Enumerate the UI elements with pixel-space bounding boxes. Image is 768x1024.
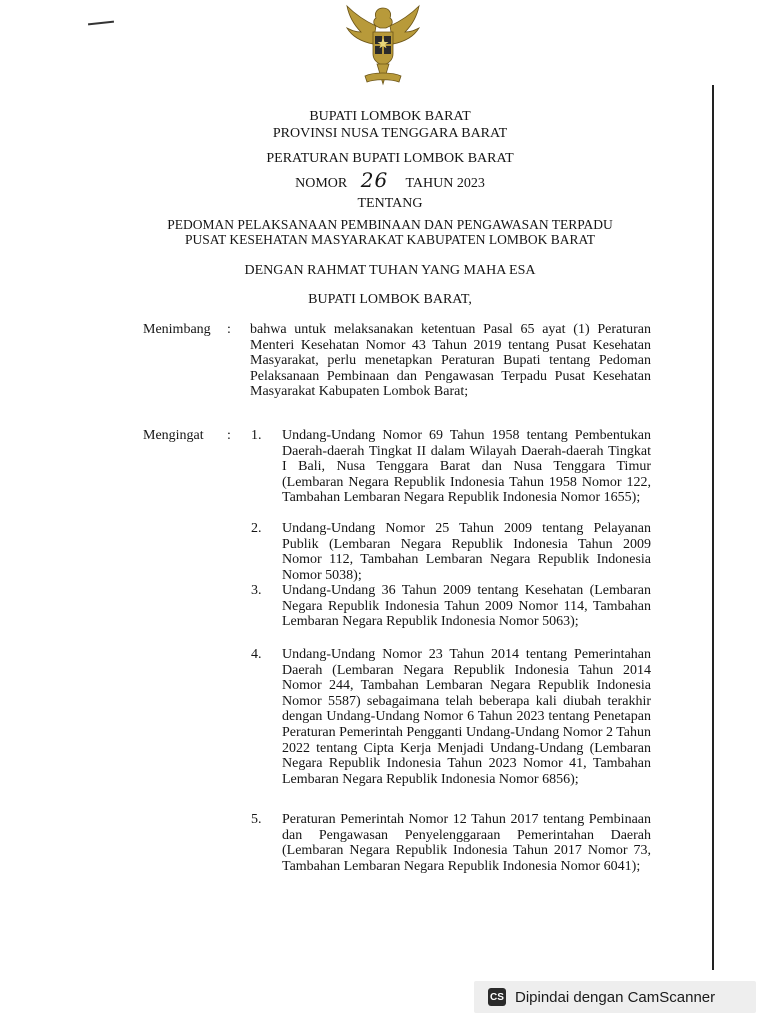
menimbang-colon: : <box>227 322 231 337</box>
mengingat-label: Mengingat <box>143 428 204 443</box>
mengingat-item-5-text: Peraturan Pemerintah Nomor 12 Tahun 2017 tentang Pembinaan dan Pengawasan Penyelenggaraan Pemerintahan Daerah (Lembaran Negara Republik Indonesia Tahun 2017 Nomor 73, Tambahan Lembaran Negara Republik Indonesia Nomor 6041); <box>282 812 651 874</box>
heading-line-1: BUPATI LOMBOK BARAT <box>309 109 471 124</box>
mengingat-item-4-text: Undang-Undang Nomor 23 Tahun 2014 tentang Pemerintahan Daerah (Lembaran Negara Republik Indonesia Tahun 2014 Nomor 244, Tambahan Lembaran Negara Republik Indonesia Nomor 5587) sebagaimana telah beberapa kali diubah terakhir dengan Undang-Undang Nomor 6 Tahun 2023 tentang Penetapan Peraturan Pemerintah Pengganti Undang-Undang Nomor 2 Tahun 2022 tentang Cipta Kerja Menjadi Undang-Undang (Lembaran Negara Republik Indonesia Tahun 2023 Nomor 41, Tambahan Lembaran Negara Republik Indonesia Nomor 6856); <box>282 647 651 787</box>
mengingat-item-3-text: Undang-Undang 36 Tahun 2009 tentang Kesehatan (Lembaran Negara Republik Indonesia Tahun 2009 Nomor 114, Tambahan Lembaran Negara Republik Indonesia Nomor 5063); <box>282 583 651 630</box>
rahmat-line: DENGAN RAHMAT TUHAN YANG MAHA ESA <box>244 263 536 278</box>
subject-line-1: PEDOMAN PELAKSANAAN PEMBINAAN DAN PENGAWASAN TERPADU <box>167 217 613 232</box>
menimbang-label: Menimbang <box>143 322 211 337</box>
mengingat-item-4-number: 4. <box>251 647 262 662</box>
camscanner-watermark <box>474 981 756 1013</box>
scan-mark <box>88 21 114 26</box>
heading-line-2: PROVINSI NUSA TENGGARA BARAT <box>272 126 508 141</box>
garuda-emblem-icon <box>343 2 423 94</box>
nomor-suffix: TAHUN 2023 <box>405 176 485 191</box>
regulation-title: PERATURAN BUPATI LOMBOK BARAT <box>266 151 514 166</box>
mengingat-item-3-number: 3. <box>251 583 262 598</box>
mengingat-item-2-number: 2. <box>251 521 262 536</box>
bupati-line: BUPATI LOMBOK BARAT, <box>308 292 472 307</box>
regulation-number <box>0 168 768 192</box>
tentang-heading: TENTANG <box>357 196 423 211</box>
camscanner-logo-icon: CS <box>488 988 506 1006</box>
mengingat-colon: : <box>227 428 231 443</box>
nomor-handwritten-value: 26 <box>360 168 389 192</box>
regent-heading <box>0 108 768 142</box>
regulation-subject <box>0 217 768 247</box>
camscanner-label: Dipindai dengan CamScanner <box>515 988 716 1006</box>
mengingat-item-1-text: Undang-Undang Nomor 69 Tahun 1958 tentang Pembentukan Daerah-daerah Tingkat II dalam Wilayah Daerah-daerah Tingkat I Bali, Nusa Tenggara Barat dan Nusa Tenggara Timur (Lembaran Negara Republik Indonesia Tahun 1958 Nomor 122, Tambahan Lembaran Negara Republik Indonesia Nomor 1655); <box>282 428 651 506</box>
mengingat-item-1-number: 1. <box>251 428 262 443</box>
nomor-prefix: NOMOR <box>295 176 348 191</box>
mengingat-item-5-number: 5. <box>251 812 262 827</box>
subject-line-2: PUSAT KESEHATAN MASYARAKAT KABUPATEN LOMBOK BARAT <box>184 232 596 247</box>
menimbang-text: bahwa untuk melaksanakan ketentuan Pasal 65 ayat (1) Peraturan Menteri Kesehatan Nomor 43 Tahun 2019 tentang Pusat Kesehatan Masyarakat, perlu menetapkan Peraturan Bupati tentang Pedoman Pelaksanaan Pembinaan dan Pengawasan Terpadu Pusat Kesehatan Masyarakat Kabupaten Lombok Barat; <box>250 322 651 400</box>
mengingat-item-2-text: Undang-Undang Nomor 25 Tahun 2009 tentang Pelayanan Publik (Lembaran Negara Republik Indonesia Tahun 2009 Nomor 112, Tambahan Lembaran Negara Republik Indonesia Nomor 5038); <box>282 521 651 583</box>
